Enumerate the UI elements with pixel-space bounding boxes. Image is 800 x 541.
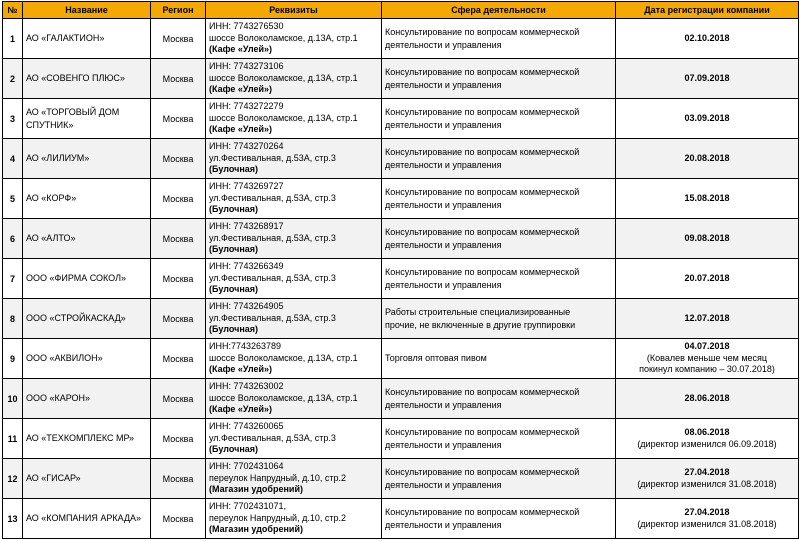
shop-text: (Булочная) <box>209 444 259 455</box>
shop-text: (Булочная) <box>209 244 259 255</box>
cell-num: 10 <box>3 379 23 419</box>
activity-line-1: Консультирование по вопросам коммерческой <box>385 466 580 477</box>
cell-date <box>616 139 799 179</box>
table-row <box>3 339 799 379</box>
date-note-1: (директор изменился 31.08.2018) <box>637 478 777 489</box>
reg-date: 09.08.2018 <box>684 232 730 243</box>
cell-activity <box>382 19 616 59</box>
inn-text: ИНН: 7743263002 <box>209 381 284 392</box>
header-activity: Сфера деятельности <box>382 2 616 19</box>
table-row <box>3 459 799 499</box>
reg-date: 20.08.2018 <box>684 152 730 163</box>
cell-name: АО «СОВЕНГО ПЛЮС» <box>23 59 151 99</box>
date-note-2: покинул компанию – 30.07.2018) <box>639 364 775 375</box>
cell-num: 4 <box>3 139 23 179</box>
cell-requisites <box>206 19 382 59</box>
activity-line-1: Консультирование по вопросам коммерческой <box>385 426 580 437</box>
table-row <box>3 59 799 99</box>
shop-text: (Кафе «Улей») <box>209 124 273 135</box>
cell-activity <box>382 499 616 539</box>
cell-num: 12 <box>3 459 23 499</box>
cell-region: Москва <box>151 99 206 139</box>
shop-text: (Кафе «Улей») <box>209 84 273 95</box>
address-text: переулок Напрудный, д.10, стр.2 <box>209 512 346 523</box>
cell-activity <box>382 59 616 99</box>
cell-activity <box>382 379 616 419</box>
inn-text: ИНН: 7743272279 <box>209 101 284 112</box>
activity-line-1: Консультирование по вопросам коммерческой <box>385 506 580 517</box>
cell-activity <box>382 219 616 259</box>
reg-date: 20.07.2018 <box>684 272 730 283</box>
cell-name: АО «ТОРГОВЫЙ ДОМ СПУТНИК» <box>23 99 151 139</box>
address-text: шоссе Волоколамское, д.13А, стр.1 <box>209 32 358 43</box>
cell-region: Москва <box>151 259 206 299</box>
table-row <box>3 139 799 179</box>
inn-text: ИНН: 7743264905 <box>209 301 284 312</box>
reg-date: 07.09.2018 <box>684 72 730 83</box>
cell-activity <box>382 99 616 139</box>
cell-num: 5 <box>3 179 23 219</box>
cell-name: АО «АЛТО» <box>23 219 151 259</box>
activity-line-1: Консультирование по вопросам коммерческой <box>385 26 580 37</box>
table-row <box>3 499 799 539</box>
shop-text: (Кафе «Улей») <box>209 364 273 375</box>
cell-num: 2 <box>3 59 23 99</box>
cell-requisites <box>206 139 382 179</box>
cell-requisites <box>206 259 382 299</box>
inn-text: ИНН: 7743276530 <box>209 21 284 32</box>
cell-name: АО «ЛИЛИУМ» <box>23 139 151 179</box>
inn-text: ИНН:7743263789 <box>209 341 282 352</box>
cell-requisites <box>206 379 382 419</box>
inn-text: ИНН: 7743266349 <box>209 261 284 272</box>
cell-requisites <box>206 219 382 259</box>
cell-num: 1 <box>3 19 23 59</box>
activity-line-1: Консультирование по вопросам коммерческой <box>385 146 580 157</box>
activity-line-2: деятельности и управления <box>385 159 502 170</box>
address-text: ул.Фестивальная, д.53А, стр.3 <box>209 192 336 203</box>
header-name: Название <box>23 2 151 19</box>
inn-text: ИНН: 7743273106 <box>209 61 284 72</box>
activity-line-2: прочие, не включенные в другие группировки <box>385 319 576 330</box>
activity-line-2: деятельности и управления <box>385 199 502 210</box>
activity-line-1: Консультирование по вопросам коммерческой <box>385 226 580 237</box>
cell-date <box>616 299 799 339</box>
activity-line-2: деятельности и управления <box>385 119 502 130</box>
cell-activity <box>382 339 616 379</box>
inn-text: ИНН: 7743269727 <box>209 181 284 192</box>
table-row <box>3 299 799 339</box>
cell-name: АО «ТЕХКОМПЛЕКС МР» <box>23 419 151 459</box>
cell-date <box>616 379 799 419</box>
reg-date: 02.10.2018 <box>684 32 730 43</box>
reg-date: 03.09.2018 <box>684 112 730 123</box>
activity-line-2: деятельности и управления <box>385 439 502 450</box>
address-text: ул.Фестивальная, д.53А, стр.3 <box>209 232 336 243</box>
cell-num: 11 <box>3 419 23 459</box>
cell-name: АО «ГАЛАКТИОН» <box>23 19 151 59</box>
cell-date <box>616 59 799 99</box>
shop-text: (Магазин удобрений) <box>209 484 303 495</box>
table-row <box>3 379 799 419</box>
cell-requisites <box>206 179 382 219</box>
cell-num: 7 <box>3 259 23 299</box>
address-text: ул.Фестивальная, д.53А, стр.3 <box>209 152 336 163</box>
activity-line-1: Торговля оптовая пивом <box>385 353 487 363</box>
inn-text: ИНН: 7702431071, <box>209 501 287 512</box>
shop-text: (Булочная) <box>209 204 259 215</box>
cell-name: АО «ГИСАР» <box>23 459 151 499</box>
activity-line-2: деятельности и управления <box>385 79 502 90</box>
activity-line-2: деятельности и управления <box>385 519 502 530</box>
address-text: ул.Фестивальная, д.53А, стр.3 <box>209 432 336 443</box>
address-text: переулок Напрудный, д.10, стр.2 <box>209 472 346 483</box>
address-text: шоссе Волоколамское, д.13А, стр.1 <box>209 392 358 403</box>
cell-region: Москва <box>151 419 206 459</box>
cell-date <box>616 219 799 259</box>
cell-activity <box>382 299 616 339</box>
table-row <box>3 179 799 219</box>
shop-text: (Булочная) <box>209 284 259 295</box>
cell-region: Москва <box>151 299 206 339</box>
header-date: Дата регистрации компании <box>616 2 799 19</box>
inn-text: ИНН: 7743270264 <box>209 141 284 152</box>
cell-activity <box>382 459 616 499</box>
cell-requisites <box>206 339 382 379</box>
date-note-1: (директор изменился 06.09.2018) <box>637 438 777 449</box>
cell-requisites <box>206 419 382 459</box>
activity-line-2: деятельности и управления <box>385 39 502 50</box>
table-row <box>3 259 799 299</box>
cell-date <box>616 259 799 299</box>
cell-date <box>616 499 799 539</box>
cell-region: Москва <box>151 139 206 179</box>
header-region: Регион <box>151 2 206 19</box>
header-num: № <box>3 2 23 19</box>
cell-region: Москва <box>151 499 206 539</box>
cell-date <box>616 459 799 499</box>
cell-name: АО «КОМПАНИЯ АРКАДА» <box>23 499 151 539</box>
cell-name: АО «КОРФ» <box>23 179 151 219</box>
cell-date <box>616 179 799 219</box>
address-text: ул.Фестивальная, д.53А, стр.3 <box>209 312 336 323</box>
cell-region: Москва <box>151 179 206 219</box>
reg-date: 04.07.2018 <box>684 341 730 352</box>
reg-date: 28.06.2018 <box>684 392 730 403</box>
cell-requisites <box>206 459 382 499</box>
activity-line-2: деятельности и управления <box>385 239 502 250</box>
shop-text: (Кафе «Улей») <box>209 44 273 55</box>
inn-text: ИНН: 7702431064 <box>209 461 284 472</box>
cell-date <box>616 19 799 59</box>
cell-activity <box>382 179 616 219</box>
reg-date: 27.04.2018 <box>684 507 730 517</box>
activity-line-1: Консультирование по вопросам коммерческой <box>385 266 580 277</box>
cell-requisites <box>206 99 382 139</box>
activity-line-2: деятельности и управления <box>385 479 502 490</box>
cell-region: Москва <box>151 19 206 59</box>
address-text: ул.Фестивальная, д.53А, стр.3 <box>209 272 336 283</box>
activity-line-1: Консультирование по вопросам коммерческой <box>385 186 580 197</box>
cell-requisites <box>206 59 382 99</box>
cell-num: 13 <box>3 499 23 539</box>
date-note-1: (директор изменился 31.08.2018) <box>637 518 777 529</box>
activity-line-2: деятельности и управления <box>385 399 502 410</box>
table-row <box>3 19 799 59</box>
shop-text: (Магазин удобрений) <box>209 524 303 535</box>
cell-num: 9 <box>3 339 23 379</box>
cell-name: ООО «ФИРМА СОКОЛ» <box>23 259 151 299</box>
reg-date: 12.07.2018 <box>684 312 730 323</box>
cell-region: Москва <box>151 339 206 379</box>
address-text: шоссе Волоколамское, д.13А, стр.1 <box>209 112 358 123</box>
inn-text: ИНН: 7743268917 <box>209 221 284 232</box>
address-text: шоссе Волоколамское, д.13А, стр.1 <box>209 72 358 83</box>
cell-region: Москва <box>151 379 206 419</box>
date-note-1: (Ковалев меньше чем месяц <box>646 352 768 363</box>
cell-num: 6 <box>3 219 23 259</box>
activity-line-1: Консультирование по вопросам коммерческой <box>385 66 580 77</box>
activity-line-2: деятельности и управления <box>385 279 502 290</box>
cell-activity <box>382 259 616 299</box>
inn-text: ИНН: 7743260065 <box>209 421 284 432</box>
cell-activity <box>382 139 616 179</box>
reg-date: 27.04.2018 <box>684 467 730 477</box>
cell-region: Москва <box>151 219 206 259</box>
address-text: шоссе Волоколамское, д.13А, стр.1 <box>209 352 358 363</box>
activity-line-1: Консультирование по вопросам коммерческой <box>385 386 580 397</box>
cell-num: 8 <box>3 299 23 339</box>
cell-name: ООО «КАРОН» <box>23 379 151 419</box>
cell-name: ООО «АКВИЛОН» <box>23 339 151 379</box>
cell-region: Москва <box>151 459 206 499</box>
cell-requisites <box>206 499 382 539</box>
cell-activity <box>382 419 616 459</box>
reg-date: 15.08.2018 <box>684 192 730 203</box>
header-requisites: Реквизиты <box>206 2 382 19</box>
table-row <box>3 219 799 259</box>
cell-date <box>616 99 799 139</box>
companies-table <box>2 1 799 539</box>
activity-line-1: Консультирование по вопросам коммерческой <box>385 106 580 117</box>
reg-date: 08.06.2018 <box>684 427 730 437</box>
cell-num: 3 <box>3 99 23 139</box>
cell-region: Москва <box>151 59 206 99</box>
header-row <box>3 2 799 19</box>
shop-text: (Кафе «Улей») <box>209 404 273 415</box>
cell-date <box>616 339 799 379</box>
cell-requisites <box>206 299 382 339</box>
activity-line-1: Работы строительные специализированные <box>385 306 571 317</box>
shop-text: (Булочная) <box>209 324 259 335</box>
table-row <box>3 99 799 139</box>
cell-date <box>616 419 799 459</box>
table-row <box>3 419 799 459</box>
shop-text: (Булочная) <box>209 164 259 175</box>
cell-name: ООО «СТРОЙКАСКАД» <box>23 299 151 339</box>
